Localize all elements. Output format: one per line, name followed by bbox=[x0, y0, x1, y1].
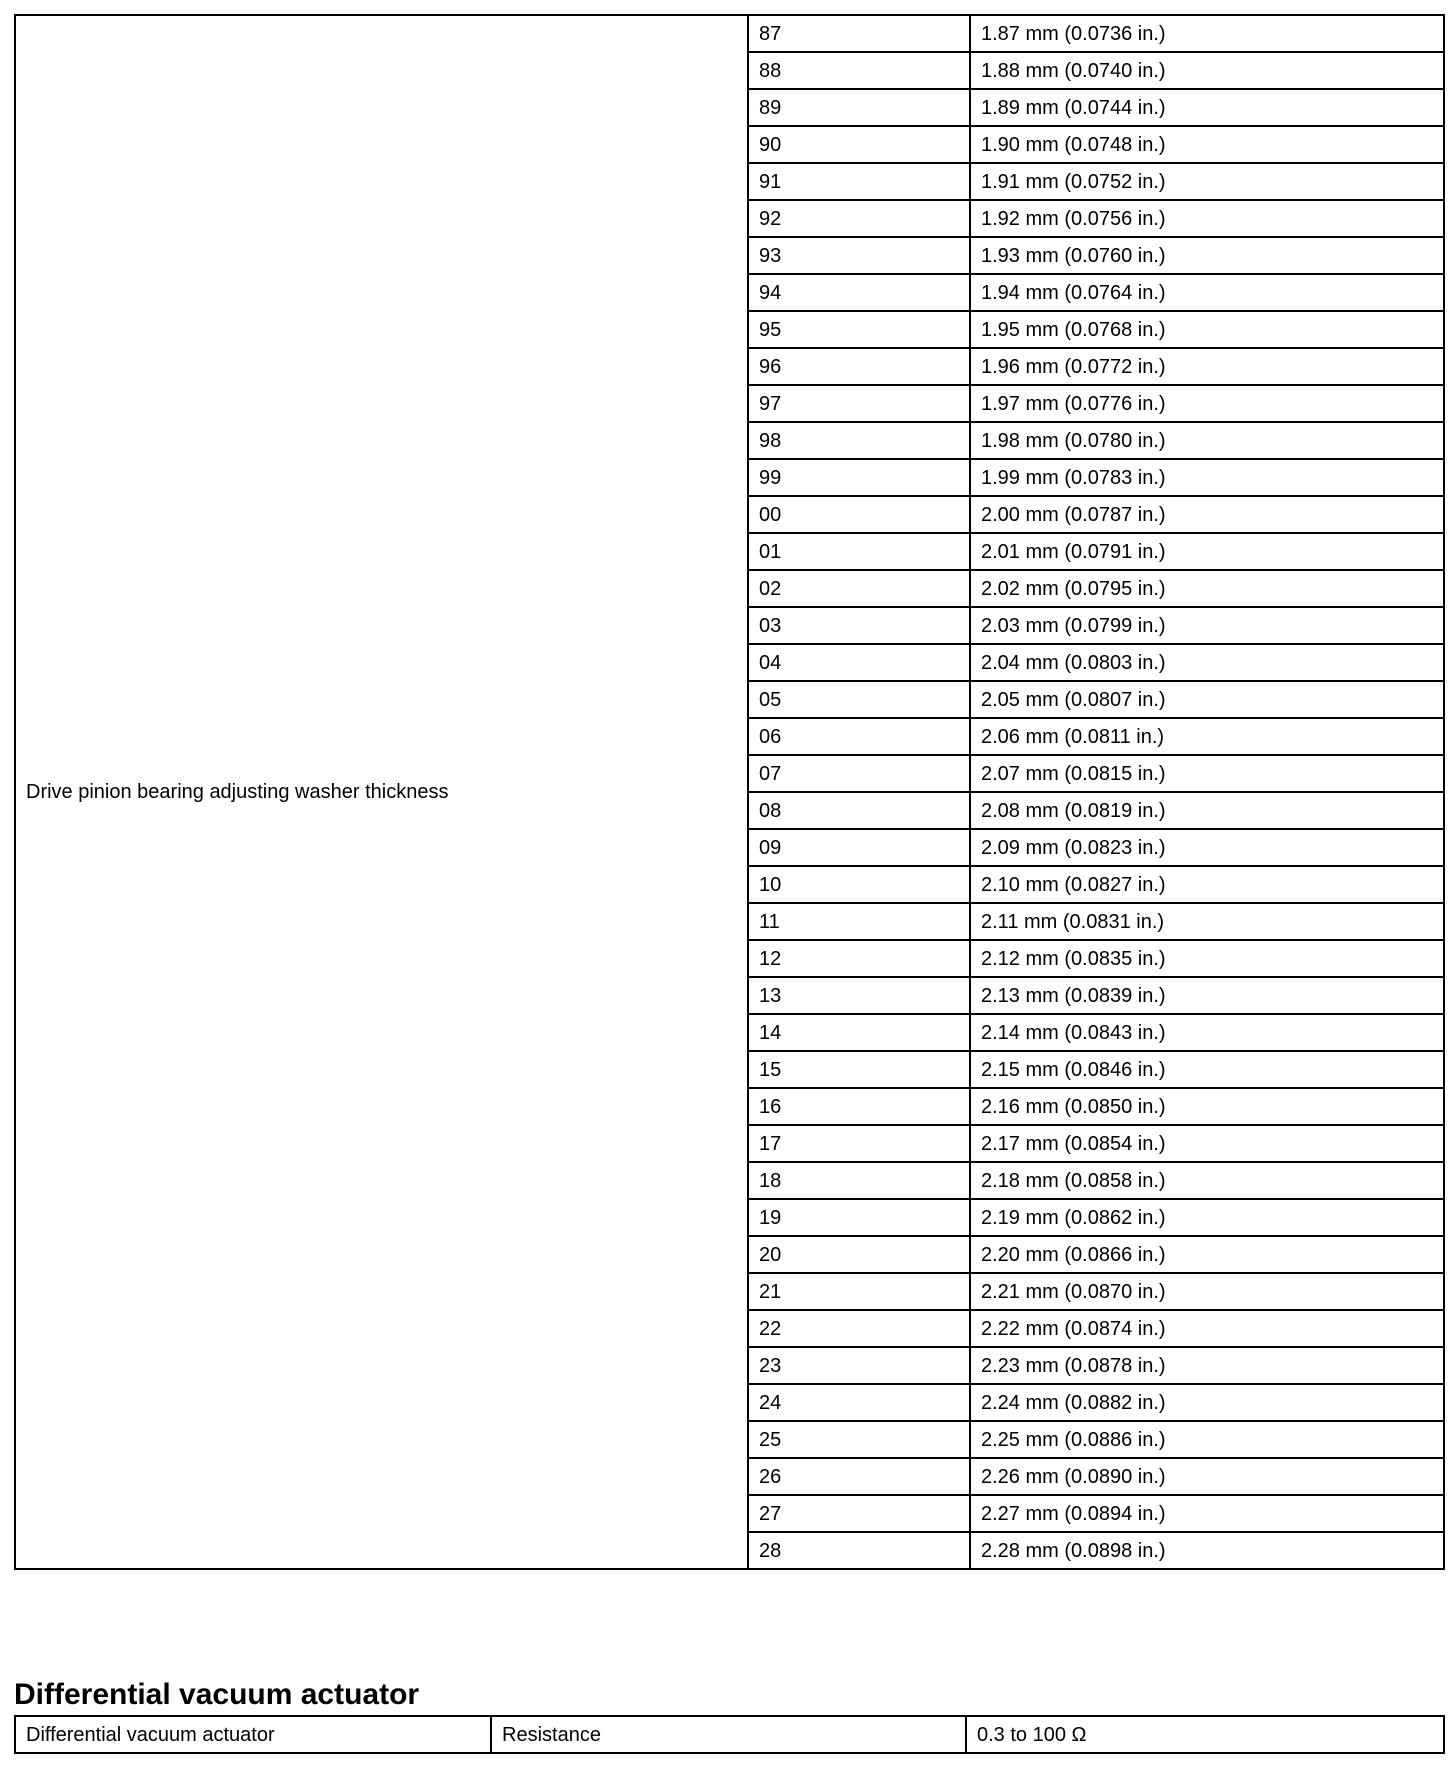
section-title: Differential vacuum actuator bbox=[14, 1678, 420, 1711]
code-cell: 89 bbox=[748, 89, 970, 126]
code-cell: 11 bbox=[748, 903, 970, 940]
code-cell: 06 bbox=[748, 718, 970, 755]
thickness-cell: 2.19 mm (0.0862 in.) bbox=[970, 1199, 1444, 1236]
thickness-cell: 1.87 mm (0.0736 in.) bbox=[970, 15, 1444, 52]
code-cell: 98 bbox=[748, 422, 970, 459]
table-row bbox=[15, 1716, 1444, 1753]
code-cell: 87 bbox=[748, 15, 970, 52]
code-cell: 27 bbox=[748, 1495, 970, 1532]
code-cell: 95 bbox=[748, 311, 970, 348]
code-cell: 88 bbox=[748, 52, 970, 89]
thickness-cell: 2.15 mm (0.0846 in.) bbox=[970, 1051, 1444, 1088]
thickness-cell: 2.14 mm (0.0843 in.) bbox=[970, 1014, 1444, 1051]
code-cell: 00 bbox=[748, 496, 970, 533]
thickness-cell: 2.28 mm (0.0898 in.) bbox=[970, 1532, 1444, 1569]
code-cell: 92 bbox=[748, 200, 970, 237]
code-cell: 20 bbox=[748, 1236, 970, 1273]
thickness-cell: 2.10 mm (0.0827 in.) bbox=[970, 866, 1444, 903]
value-cell: 0.3 to 100 Ω bbox=[966, 1716, 1444, 1753]
code-cell: 25 bbox=[748, 1421, 970, 1458]
code-cell: 14 bbox=[748, 1014, 970, 1051]
code-cell: 22 bbox=[748, 1310, 970, 1347]
thickness-cell: 1.92 mm (0.0756 in.) bbox=[970, 200, 1444, 237]
code-cell: 17 bbox=[748, 1125, 970, 1162]
code-cell: 97 bbox=[748, 385, 970, 422]
code-cell: 90 bbox=[748, 126, 970, 163]
code-cell: 91 bbox=[748, 163, 970, 200]
thickness-cell: 2.03 mm (0.0799 in.) bbox=[970, 607, 1444, 644]
code-cell: 18 bbox=[748, 1162, 970, 1199]
code-cell: 15 bbox=[748, 1051, 970, 1088]
thickness-cell: 2.12 mm (0.0835 in.) bbox=[970, 940, 1444, 977]
thickness-cell: 2.11 mm (0.0831 in.) bbox=[970, 903, 1444, 940]
thickness-cell: 2.20 mm (0.0866 in.) bbox=[970, 1236, 1444, 1273]
thickness-cell: 1.97 mm (0.0776 in.) bbox=[970, 385, 1444, 422]
code-cell: 07 bbox=[748, 755, 970, 792]
thickness-cell: 2.04 mm (0.0803 in.) bbox=[970, 644, 1444, 681]
thickness-cell: 1.94 mm (0.0764 in.) bbox=[970, 274, 1444, 311]
code-cell: 24 bbox=[748, 1384, 970, 1421]
code-cell: 23 bbox=[748, 1347, 970, 1384]
thickness-cell: 1.88 mm (0.0740 in.) bbox=[970, 52, 1444, 89]
code-cell: 08 bbox=[748, 792, 970, 829]
code-cell: 28 bbox=[748, 1532, 970, 1569]
washer-table-body bbox=[15, 15, 1444, 1569]
code-cell: 03 bbox=[748, 607, 970, 644]
code-cell: 26 bbox=[748, 1458, 970, 1495]
thickness-cell: 2.23 mm (0.0878 in.) bbox=[970, 1347, 1444, 1384]
thickness-cell: 1.91 mm (0.0752 in.) bbox=[970, 163, 1444, 200]
code-cell: 10 bbox=[748, 866, 970, 903]
code-cell: 16 bbox=[748, 1088, 970, 1125]
code-cell: 05 bbox=[748, 681, 970, 718]
code-cell: 94 bbox=[748, 274, 970, 311]
thickness-cell: 1.90 mm (0.0748 in.) bbox=[970, 126, 1444, 163]
thickness-cell: 2.16 mm (0.0850 in.) bbox=[970, 1088, 1444, 1125]
code-cell: 96 bbox=[748, 348, 970, 385]
washer-thickness-table bbox=[14, 14, 1445, 1570]
thickness-cell: 2.01 mm (0.0791 in.) bbox=[970, 533, 1444, 570]
thickness-cell: 2.02 mm (0.0795 in.) bbox=[970, 570, 1444, 607]
code-cell: 21 bbox=[748, 1273, 970, 1310]
thickness-cell: 2.22 mm (0.0874 in.) bbox=[970, 1310, 1444, 1347]
thickness-cell: 2.25 mm (0.0886 in.) bbox=[970, 1421, 1444, 1458]
thickness-cell: 1.96 mm (0.0772 in.) bbox=[970, 348, 1444, 385]
thickness-cell: 2.05 mm (0.0807 in.) bbox=[970, 681, 1444, 718]
thickness-cell: 2.13 mm (0.0839 in.) bbox=[970, 977, 1444, 1014]
test-cell: Resistance bbox=[491, 1716, 966, 1753]
code-cell: 12 bbox=[748, 940, 970, 977]
code-cell: 93 bbox=[748, 237, 970, 274]
thickness-cell: 1.99 mm (0.0783 in.) bbox=[970, 459, 1444, 496]
table-row bbox=[15, 15, 1444, 52]
code-cell: 19 bbox=[748, 1199, 970, 1236]
thickness-cell: 2.17 mm (0.0854 in.) bbox=[970, 1125, 1444, 1162]
code-cell: 02 bbox=[748, 570, 970, 607]
thickness-cell: 2.21 mm (0.0870 in.) bbox=[970, 1273, 1444, 1310]
code-cell: 09 bbox=[748, 829, 970, 866]
thickness-cell: 2.26 mm (0.0890 in.) bbox=[970, 1458, 1444, 1495]
thickness-cell: 1.89 mm (0.0744 in.) bbox=[970, 89, 1444, 126]
code-cell: 01 bbox=[748, 533, 970, 570]
thickness-cell: 1.95 mm (0.0768 in.) bbox=[970, 311, 1444, 348]
component-cell: Differential vacuum actuator bbox=[15, 1716, 491, 1753]
thickness-cell: 2.24 mm (0.0882 in.) bbox=[970, 1384, 1444, 1421]
thickness-cell: 2.27 mm (0.0894 in.) bbox=[970, 1495, 1444, 1532]
code-cell: 99 bbox=[748, 459, 970, 496]
thickness-cell: 2.18 mm (0.0858 in.) bbox=[970, 1162, 1444, 1199]
thickness-cell: 1.93 mm (0.0760 in.) bbox=[970, 237, 1444, 274]
thickness-cell: 2.08 mm (0.0819 in.) bbox=[970, 792, 1444, 829]
actuator-table bbox=[14, 1715, 1445, 1754]
thickness-cell: 2.09 mm (0.0823 in.) bbox=[970, 829, 1444, 866]
code-cell: 04 bbox=[748, 644, 970, 681]
parameter-cell: Drive pinion bearing adjusting washer thickness bbox=[15, 15, 748, 1569]
thickness-cell: 2.00 mm (0.0787 in.) bbox=[970, 496, 1444, 533]
thickness-cell: 2.07 mm (0.0815 in.) bbox=[970, 755, 1444, 792]
thickness-cell: 1.98 mm (0.0780 in.) bbox=[970, 422, 1444, 459]
code-cell: 13 bbox=[748, 977, 970, 1014]
thickness-cell: 2.06 mm (0.0811 in.) bbox=[970, 718, 1444, 755]
